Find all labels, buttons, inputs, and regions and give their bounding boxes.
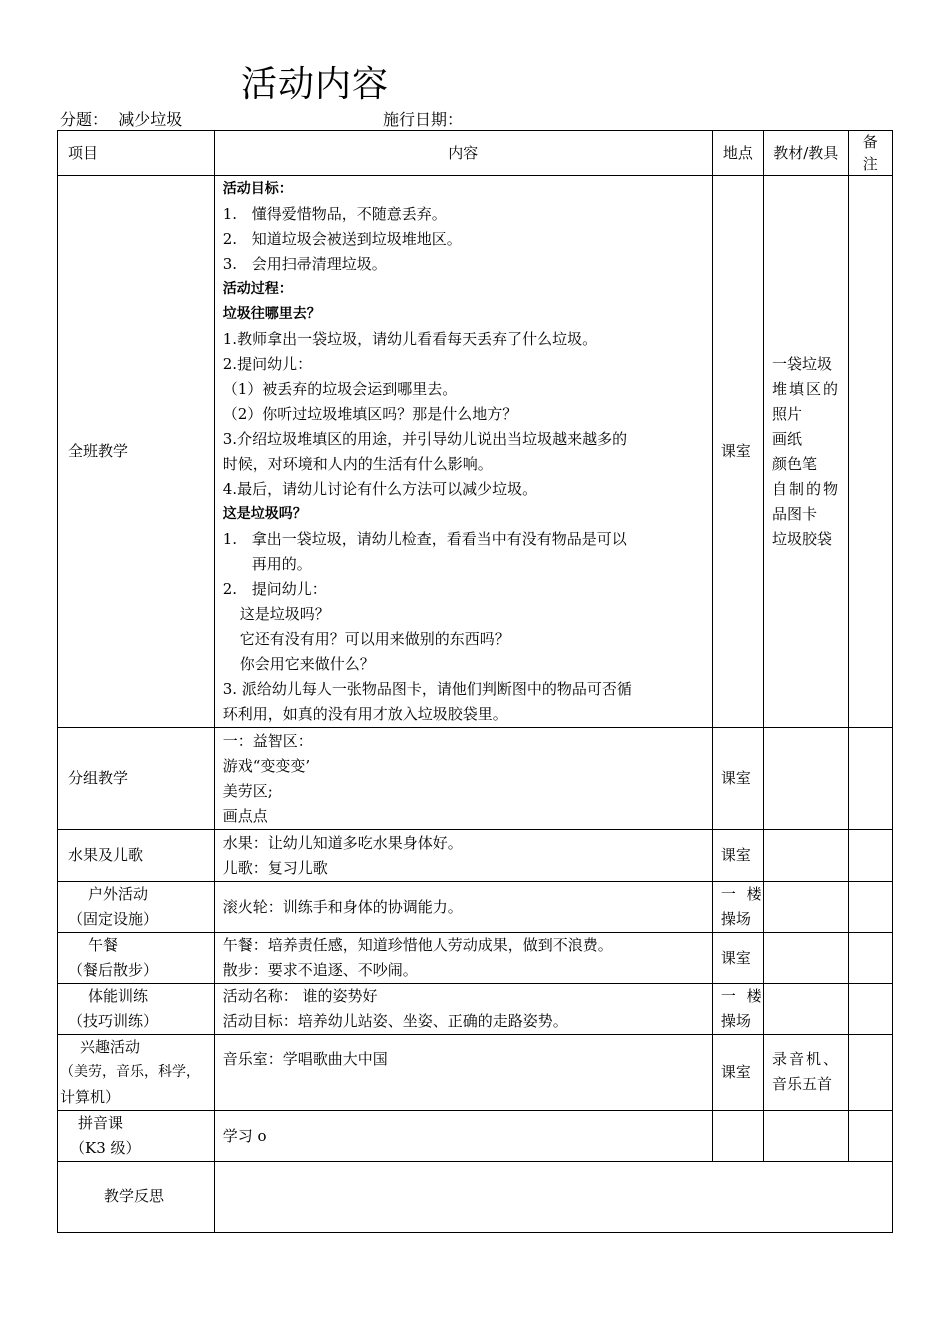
location-line: 一 楼 [720, 987, 765, 1005]
content-line: 活动目标： [222, 181, 293, 197]
content-line: 散步：要求不追逐、不吵闹。 [222, 961, 418, 979]
item-line: （K3 级） [70, 1139, 141, 1157]
row-notes [848, 728, 893, 830]
header-materials: 教材/教具 [764, 131, 849, 176]
material-item: 画纸 [772, 429, 803, 448]
header-notes: 备注 [848, 131, 893, 176]
material-item: 品图卡 [772, 504, 818, 523]
row-content [214, 882, 712, 933]
content-line: 时候，对环境和人内的生活有什么影响。 [222, 455, 493, 473]
content-line: 画点点 [222, 807, 268, 825]
content-line: 再用的。 [251, 555, 312, 573]
location-line: 操场 [720, 910, 751, 928]
item-line: 户外活动 [88, 885, 149, 903]
activity-table [57, 130, 893, 1233]
row-content [214, 933, 712, 984]
item-line: 计算机） [60, 1088, 121, 1106]
material-item: 堆填区的 [772, 379, 841, 398]
content-line: 活动过程： [222, 281, 293, 297]
content-line: 2.提问幼儿： [222, 355, 313, 373]
material-item: 一袋垃圾 [772, 354, 833, 373]
content-line: 3. 会用扫帚清理垃圾。 [222, 255, 387, 273]
row-materials [764, 830, 849, 882]
row-notes [848, 1111, 893, 1162]
content-line: 音乐室：学唱歌曲大中国 [222, 1050, 388, 1068]
row-content [214, 984, 712, 1035]
location-line: 一 楼 [720, 885, 765, 903]
row-content [214, 176, 712, 728]
content-line: 2. 提问幼儿： [222, 580, 327, 598]
table-row [58, 1162, 893, 1233]
table-row [58, 830, 893, 882]
row-materials [764, 176, 849, 728]
header-location: 地点 [712, 131, 763, 176]
row-materials [764, 728, 849, 830]
content-line: 午餐：培养责任感，知道珍惜他人劳动成果，做到不浪费。 [222, 936, 613, 954]
table-row [58, 728, 893, 830]
row-notes [848, 984, 893, 1035]
row-notes [848, 830, 893, 882]
topic-line [60, 107, 182, 130]
row-location: 课室 [712, 830, 763, 882]
date-label: 施行日期： [383, 110, 464, 129]
content-line: 儿歌：复习儿歌 [222, 859, 328, 877]
row-location: 课室 [712, 728, 763, 830]
header-item: 项目 [58, 131, 215, 176]
material-item: 录音机、 [772, 1050, 841, 1068]
item-line: （餐后散步） [68, 961, 159, 979]
content-line: 1. 懂得爱惜物品，不随意丢弃。 [222, 205, 447, 223]
row-location: 课室 [712, 176, 763, 728]
item-line: 兴趣活动 [80, 1038, 141, 1056]
row-location [712, 882, 763, 933]
row-notes [848, 882, 893, 933]
row-item [58, 1162, 215, 1233]
material-item: 颜色笔 [772, 454, 818, 473]
row-materials [764, 1111, 849, 1162]
row-location: 课室 [712, 933, 763, 984]
table-row [58, 1111, 893, 1162]
content-line: 1.教师拿出一袋垃圾，请幼儿看看每天丢弃了什么垃圾。 [222, 330, 598, 348]
material-item: 照片 [772, 404, 803, 423]
topic-label: 分题： [60, 110, 109, 129]
row-notes [848, 176, 893, 728]
row-item: 分组教学 [58, 728, 215, 830]
row-item [58, 984, 215, 1035]
row-content [214, 1111, 712, 1162]
content-line: 它还有没有用？可以用来做别的东西吗？ [239, 630, 510, 648]
row-item [58, 1035, 215, 1111]
row-item: 水果及儿歌 [58, 830, 215, 882]
content-line: 美劳区; [222, 782, 273, 800]
row-materials [764, 882, 849, 933]
location-line: 操场 [720, 1012, 751, 1030]
table-row [58, 1035, 893, 1111]
item-line: （固定设施） [68, 910, 159, 928]
row-location: 课室 [712, 1035, 763, 1111]
content-line: 学习 o [222, 1126, 267, 1145]
item-line: 体能训练 [88, 987, 149, 1005]
content-line: 你会用它来做什么？ [239, 655, 375, 673]
row-location [712, 1111, 763, 1162]
content-line: 2. 知道垃圾会被送到垃圾堆地区。 [222, 230, 462, 248]
row-content [214, 1035, 712, 1111]
material-item: 音乐五首 [772, 1075, 833, 1093]
row-content [214, 830, 712, 882]
reflection-content [214, 1162, 892, 1233]
page-title: 活动内容 [241, 64, 390, 105]
content-line: 活动目标：培养幼儿站姿、坐姿、正确的走路姿势。 [222, 1012, 568, 1030]
header-content: 内容 [214, 131, 712, 176]
table-row [58, 176, 893, 728]
content-line: 活动名称： 谁的姿势好 [222, 987, 378, 1005]
row-item: 全班教学 [58, 176, 215, 728]
content-line: 这是垃圾吗？ [222, 506, 307, 522]
row-notes [848, 1035, 893, 1111]
content-line: 水果：让幼儿知道多吃水果身体好。 [222, 834, 463, 852]
content-line: （1）被丢弃的垃圾会运到哪里去。 [222, 380, 458, 398]
item-line: 教学反思 [104, 1187, 165, 1205]
content-line: 环利用，如真的没有用才放入垃圾胶袋里。 [222, 705, 508, 723]
row-item [58, 933, 215, 984]
content-line: 1. 拿出一袋垃圾，请幼儿检查，看看当中有没有物品是可以 [222, 530, 627, 548]
item-line: 午餐 [88, 936, 119, 954]
content-line: 3. 派给幼儿每人一张物品图卡，请他们判断图中的物品可否循 [222, 680, 632, 698]
item-line: 拼音课 [78, 1114, 124, 1132]
content-line: 滚火轮：训练手和身体的协调能力。 [222, 897, 463, 916]
row-item [58, 882, 215, 933]
item-line: （美劳，音乐，科学， [60, 1064, 200, 1080]
content-line: 这是垃圾吗？ [239, 605, 330, 623]
material-item: 自制的物 [772, 479, 841, 498]
table-row [58, 984, 893, 1035]
row-notes [848, 933, 893, 984]
row-location [712, 984, 763, 1035]
item-line: （技巧训练） [68, 1012, 159, 1030]
content-line: 一：益智区： [222, 732, 313, 750]
table-header-row [58, 131, 893, 176]
row-materials [764, 933, 849, 984]
table-row [58, 882, 893, 933]
content-line: 4.最后，请幼儿讨论有什么方法可以减少垃圾。 [222, 480, 538, 498]
topic-value: 减少垃圾 [118, 110, 183, 129]
content-line: （2）你听过垃圾堆填区吗？那是什么地方？ [222, 405, 518, 423]
row-content [214, 728, 712, 830]
row-materials [764, 1035, 849, 1111]
row-materials [764, 984, 849, 1035]
content-line: 游戏“变变变’ [222, 757, 311, 775]
content-line: 3.介绍垃圾堆填区的用途，并引导幼儿说出当垃圾越来越多的 [222, 430, 628, 448]
content-line: 垃圾往哪里去？ [222, 306, 321, 322]
material-item: 垃圾胶袋 [772, 529, 833, 548]
table-row [58, 933, 893, 984]
row-item [58, 1111, 215, 1162]
